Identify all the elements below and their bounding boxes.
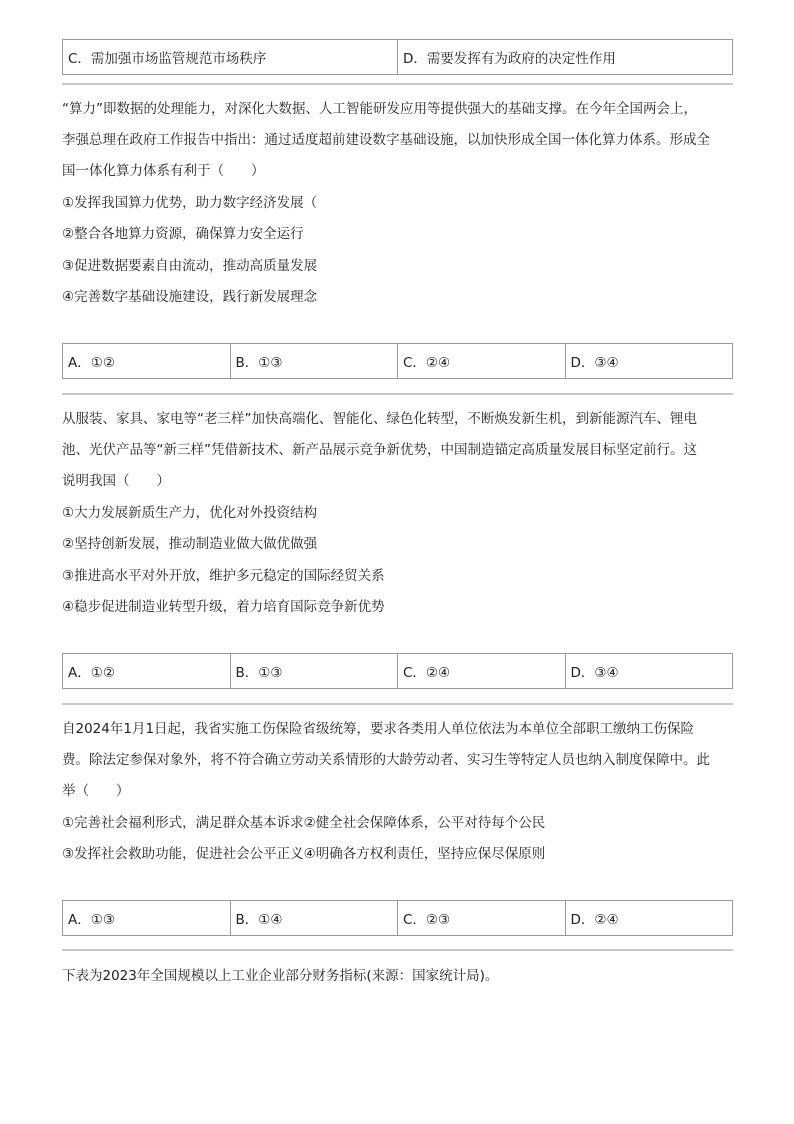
q3-item: ③发挥社会救助功能，促进社会公平正义④明确各方权利责任，坚持应保尽保原则 (62, 846, 546, 862)
q1-stem-line: 李强总理在政府工作报告中指出：通过适度超前建设数字基础设施，以加快形成全国一体化算力体系。形成全 (62, 132, 710, 148)
q3-option-d[interactable]: D．②④ (565, 901, 733, 936)
q2-stem-line: 池、光伏产品等“新三样”凭借新技术、新产品展示竞争新优势，中国制造锚定高质量发展目标坚定前行。这 (62, 442, 697, 458)
separator (62, 393, 733, 395)
separator (62, 83, 733, 85)
q1-option-c[interactable]: C．②④ (398, 344, 566, 379)
q3-option-a[interactable]: A．①③ (63, 901, 231, 936)
q2-options (62, 653, 733, 689)
q3-option-b[interactable]: B．①④ (230, 901, 398, 936)
q1-item: ④完善数字基础设施建设，践行新发展理念 (62, 289, 318, 305)
q1-item: ③促进数据要素自由流动，推动高质量发展 (62, 258, 318, 274)
q2-option-b[interactable]: B．①③ (230, 654, 398, 689)
q3-stem-line: 自2024年1月1日起，我省实施工伤保险省级统筹，要求各类用人单位依法为本单位全部职工缴纳工伤保险 (62, 721, 695, 737)
q1-option-a[interactable]: A．①② (63, 344, 231, 379)
q2-option-d[interactable]: D．③④ (565, 654, 733, 689)
q3-item: ①完善社会福利形式，满足群众基本诉求②健全社会保障体系，公平对待每个公民 (62, 815, 546, 831)
q1-options (62, 343, 733, 379)
q1-item: ②整合各地算力资源，确保算力安全运行 (62, 226, 304, 242)
q1-option-d[interactable]: D．③④ (565, 344, 733, 379)
q2-option-c[interactable]: C．②④ (398, 654, 566, 689)
q2-item: ②坚持创新发展，推动制造业做大做优做强 (62, 536, 318, 552)
separator (62, 703, 733, 705)
q2-stem-line: 说明我国（ ） (62, 473, 170, 489)
q2-stem-line: 从服装、家具、家电等“老三样”加快高端化、智能化、绿色化转型，不断焕发新生机，到新能源汽车、锂电 (62, 411, 697, 427)
q3-stem-line: 举（ ） (62, 783, 130, 799)
q2-item: ③推进高水平对外开放，维护多元稳定的国际经贸关系 (62, 568, 385, 584)
q4-stem-line: 下表为2023年全国规模以上工业企业部分财务指标(来源：国家统计局)。 (62, 968, 499, 984)
q1-item: ①发挥我国算力优势，助力数字经济发展（ (62, 195, 318, 211)
q1-stem-line: “算力”即数据的处理能力，对深化大数据、人工智能研发应用等提供强大的基础支撑。在今年全国两会上， (62, 101, 697, 117)
separator (62, 949, 733, 951)
q0-option-d[interactable]: D．需要发挥有为政府的决定性作用 (398, 40, 733, 75)
q2-item: ④稳步促进制造业转型升级，着力培育国际竞争新优势 (62, 599, 385, 615)
q3-option-c[interactable]: C．②③ (398, 901, 566, 936)
q1-stem-line: 国一体化算力体系有利于（ ） (62, 163, 265, 179)
q3-options (62, 900, 733, 936)
q1-option-b[interactable]: B．①③ (230, 344, 398, 379)
q0-options (62, 39, 733, 75)
q2-option-a[interactable]: A．①② (63, 654, 231, 689)
q3-stem-line: 费。除法定参保对象外，将不符合确立劳动关系情形的大龄劳动者、实习生等特定人员也纳入制度保障中。此 (62, 752, 710, 768)
q0-option-c[interactable]: C．需加强市场监管规范市场秩序 (63, 40, 398, 75)
q2-item: ①大力发展新质生产力，优化对外投资结构 (62, 505, 318, 521)
